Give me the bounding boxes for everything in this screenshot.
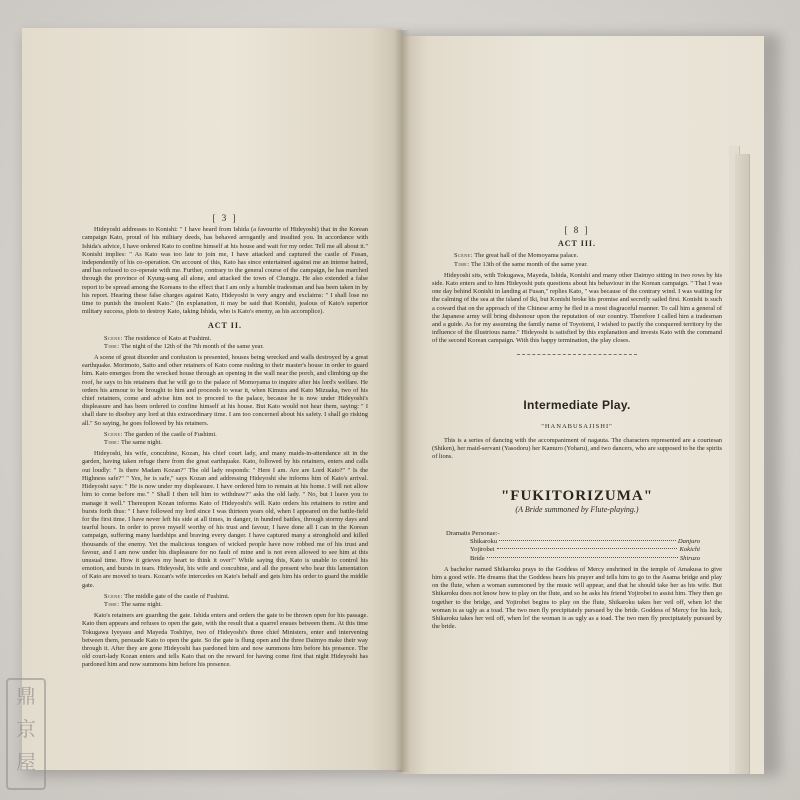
play-title: "FUKITORIZUMA" — [500, 487, 654, 504]
time-value: The same night. — [121, 439, 162, 447]
time-line — [82, 343, 368, 351]
paragraph: Hideyoshi sits, with Tokugawa, Mayeda, Ishida, Konishi and many other Daimyo sitting in two rows by his side. Kato enters and to him Hideyoshi puts questions about his behaviour in the Korean campaign. " That I was one day behind Konishi in landing at Fusan," replies Kato, " was because of the contrary wind. I was waiting for the calming of the sea at the island of Iki, but Konishi broke his promise and secretly sailed first. Konishi is such a coward that on the approach of the Chinese army he fled in a most disgraceful manner. To call him a general of the Japanese army will bring dishonour upon the reputation of our country. Therefore I called him a tradesman and a guide. As for my assuming the family name of Toyotomi, I wished to pacify the conquered territory by the influence of the illustrious name." Hideyoshi is satisfied by this explanation and invests Kato with the command of the second Korean campaign. With this happy termination, the play closes. — [432, 271, 722, 345]
scene-label: Scene: — [104, 430, 123, 438]
scene-value: The residence of Kato at Fushimi. — [124, 334, 212, 342]
cast-role: Yojirobei — [470, 546, 495, 554]
act-heading: ACT III. — [557, 239, 597, 249]
dance-title: "HANABUSAJISHI" — [541, 422, 613, 430]
scene-label: Scene: — [104, 334, 123, 342]
scene-value: The great hall of the Momoyama palace. — [474, 252, 579, 260]
act-heading: ACT II. — [208, 321, 242, 331]
scene-line — [432, 252, 722, 260]
seal-glyph: 屋 — [16, 750, 36, 774]
scene-value: The garden of the castle of Fushimi. — [124, 430, 217, 438]
paragraph: Kato's retainers are guarding the gate. Ishida enters and orders the gate to be thrown open for his passage. Kato then appears and refuses to open the gate, with the result that a quarrel ensues between them. At this time Tokugawa Iyeyasu and Mayeda Toshiiye, two of Hideyoshi's three chief Ministers, enter and intervening between them, persuade Kato to open the gate. So the gate is flung open and the three Daimyo make their way through it. After they are gone Hideyoshi has pardoned him and now summons him before his presence. The old court-lady Kozan enters and tells Kato that on the reward for having come first that night Hideyoshi has pardoned him and now summons him before his presence. — [82, 612, 368, 669]
cast-row — [470, 538, 700, 546]
cast-role: Bride — [470, 554, 485, 562]
book-gutter — [394, 30, 410, 772]
cast-actor: Danjuro — [677, 538, 700, 546]
scene-line — [82, 335, 368, 343]
scene-label: Scene: — [454, 252, 473, 260]
scene-value: The middle gate of the castle of Fushimi. — [124, 592, 230, 600]
scene-label: Scene: — [104, 592, 123, 600]
time-value: The same night. — [121, 600, 162, 608]
time-label: Time: — [104, 439, 120, 447]
paragraph: Hideyoshi addresses to Konishi: " I have heard from Ishida (a favourite of Hideyoshi) that in the Korean campaign Kato, proud of his military deeds, has behaved arrogantly and insulted you. In accordance with Ishida's advice, I have ordered Kato to confine himself at his house and wait for my order. Tell me all about it." Konishi implies: " As Kato was too late to join me, I have attacked and captured the castle of Fusan, independently of his co-operation. On account of this, Kato has since entertained against me an intense hatred, and has refused to co-operate with me. Further, contrary to the general course of the campaign, he has marched through the province of Kyung-sang all alone, and attacked the town of Chungju. He also extended a false report to be spread among the Koreans to the effect that I am only a humble tradesman and has been taken in by his report. Hearing these false charges against Kato, Hideyoshi is very angry and exclaims: " I shall lose no time to punish the insolent Kato." (In explanation, it may be said that Konishi, jealous of Kato's superior military success, plots to destroy Kato, taking Ishida, who is Kato's enemy, as his accomplice). — [82, 226, 368, 316]
paragraph: A bachelor named Shikaroku prays to the Goddess of Mercy enshrined in the temple of Amakusa to give him a good wife. He dreams that the Goddess hears his prayer and tells him to go to the Asama bridge and play on the flute, when a woman summoned by the music will appear, and that he should take her as his wife. But Shikaroku does not know how to play on the flute, and so he asks his friend Yojirobei to assist him. They then go together to the bridge, and Yojirobei begins to play on the flute, Shikaroku takes her veil off, when lo! the woman is as ugly as a toad. The two men fly precipitately pursued by the bride. Goddess of Mercy for his luck, Shikaroku takes her veil off, when lo! the woman is as ugly as a toad. The two men fly precipitately pursued by the bride. — [432, 565, 722, 631]
cast-actor: Kokichi — [679, 546, 700, 554]
seal-glyph: 京 — [16, 717, 36, 741]
time-label: Time: — [104, 600, 120, 608]
play-subtitle: (A Bride summoned by Flute-playing.) — [515, 504, 639, 514]
seller-seal-watermark — [6, 678, 46, 790]
page-edge — [735, 154, 750, 774]
page-number: [ 3 ] — [212, 213, 238, 223]
scene-line — [82, 593, 368, 601]
left-page — [22, 28, 402, 770]
leader-dots — [487, 557, 678, 558]
time-line — [432, 261, 722, 269]
time-value: The night of the 12th of the 7th month of the same year. — [121, 342, 264, 350]
time-line — [82, 601, 368, 609]
paragraph: A scene of great disorder and confusion is presented, houses being wrecked and walls destroyed by a great earthquake. Morimoto, Saito and other retainers of Kato come rushing to their master's house in order to guard him. Kato emerges from the wrecked house through an opening in the wall near the porch, and climbing up the roof, he says to his retainers that he will go to the palace of Momoyama to inquire after his lord's welfare. He orders his armour to be brought to him and proceeds to wear it, when Kimura and Kato Mizuaka, two of his chief retainers, come and advise him not to proceed to the palace, because he is now under Hideyoshi's displeasure and has been ordered to confine himself at his house. But Kato would not hear them, saying: " I shall dare to disobey any lord at this extraordinary time. I am too concerned about his safety. I shall go risking all." So saying, he goes followed by his retainers. — [82, 354, 368, 427]
leader-dots — [497, 548, 678, 549]
right-page — [402, 36, 764, 774]
cast-role: Shikaroku — [470, 538, 498, 546]
dramatis-personae-heading: Dramatis Personae:- — [446, 530, 500, 538]
leader-dots — [499, 540, 676, 541]
cast-list — [470, 538, 700, 563]
page-number: [ 8 ] — [564, 225, 590, 235]
time-label: Time: — [454, 260, 470, 268]
time-label: Time: — [104, 342, 120, 350]
cast-row — [470, 546, 700, 554]
time-value: The 13th of the same month of the same year. — [471, 260, 588, 268]
right-page-content — [432, 226, 722, 635]
paragraph: This is a series of dancing with the accompaniment of nagauta. The characters represented are a courtesan (Shiken), her maid-servant (Yasodoru) her Kamuro (Yoharu), and two dancers, who are supposed to be the spirits of lions. — [432, 437, 722, 461]
cast-row — [470, 555, 700, 563]
scene-line — [82, 431, 368, 439]
left-page-content — [82, 214, 368, 673]
intermediate-play-heading: Intermediate Play. — [523, 397, 631, 412]
time-line — [82, 439, 368, 447]
seal-glyph: 鼎 — [16, 684, 36, 708]
paragraph: Hideyoshi, his wife, concubine, Kozan, his chief court lady, and many maids-in-attendance sit in the garden, having taken refuge there from the great earthquake. Kato, followed by his retainers, enters and calls out loudly: " Is there Madam Kozan?" The old lady responds: " Here I am. Are are Lord Kato?" " Is the Highness safe?" " Yes, he is safe," says Kozan and addressing Hideyoshi she informs him of Kato's arrival. Hideyoshi says: " He is now under my displeasure. I have ordered him to remain at his home. I will not allow him to come before me." " Shall I then tell him to withdraw?" asks the old lady. " No, but I leave you to manage it well." Thereupon Kozan informs Kato of Hideyoshi's will. Kato orders his retainers to retire and bursts forth thus: " I have followed my lord since I was thirteen years old, when I appeared on the battle-field for the first time. I have never left his side at all times, in danger, in hundred battles, through stormy days and tearful hours. In order to prove myself worthy of his trust and favour, I have done all I can in the Korean campaign, suffering many hardships and braving every danger. I have captured many a stronghold and killed thousands of the enemy. Yet the malicious tongues of wicked people have now robbed me of his trust and favour, and I am now under his displeasure for no fault of mine and is not even allowed to see him at this unusual time. How it grieves my heart to think it over!" While saying this, Kato is unable to control his emotion, and bursts in tears. Hideyoshi, his wife and concubine, and all the present who hear this lamentation of Kato are moved to tears. Kozan's wife intercedes on Kato's behalf and gets him his order to guard the middle gate. — [82, 450, 368, 589]
dashed-rule — [517, 354, 637, 355]
cast-actor: Shiruzo — [679, 554, 700, 562]
